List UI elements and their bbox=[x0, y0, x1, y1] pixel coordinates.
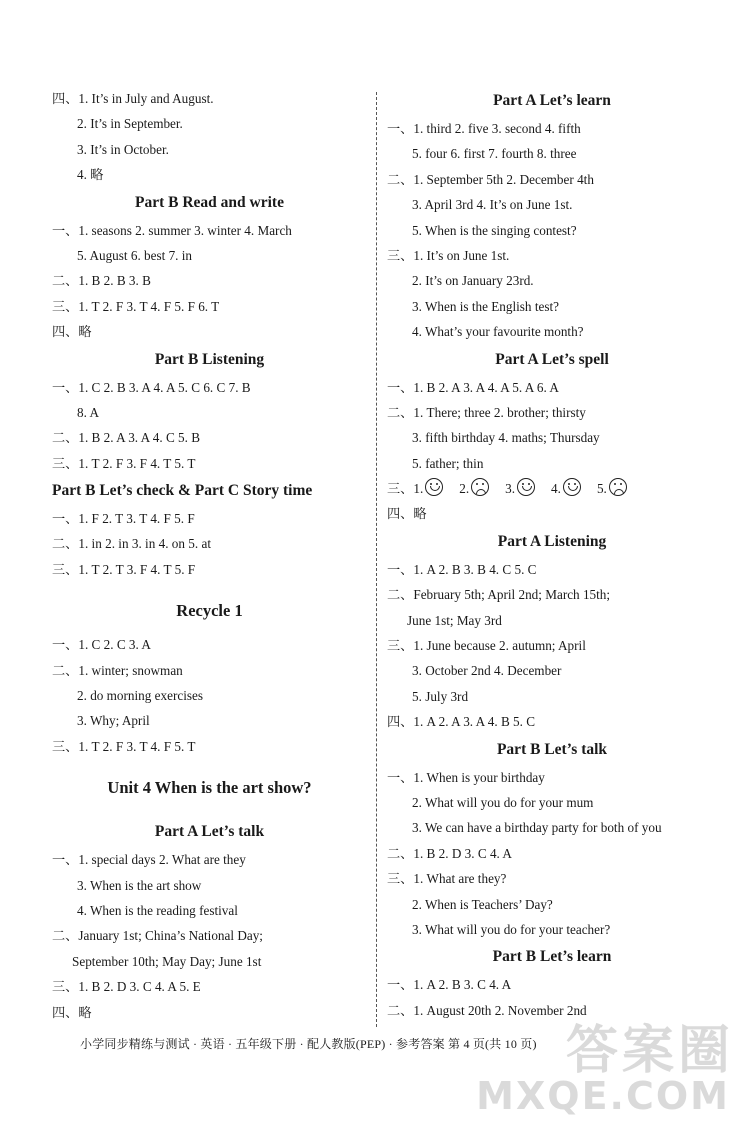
sad-face-icon bbox=[609, 478, 627, 496]
answer-line: 三、1. What are they? bbox=[387, 871, 507, 887]
answer-line: 3. October 2nd 4. December bbox=[412, 663, 562, 679]
answer-line: 一、1. When is your birthday bbox=[387, 769, 545, 785]
answer-line: 二、February 5th; April 2nd; March 15th; bbox=[387, 587, 611, 603]
section-heading: Part B Let’s check & Part C Story time bbox=[52, 482, 313, 500]
left-column bbox=[52, 86, 367, 1025]
section-heading: Unit 4 When is the art show? bbox=[107, 778, 312, 798]
page-footer: 小学同步精练与测试 · 英语 · 五年级下册 · 配人教版(PEP) · 参考答案 第 4 页(共 10 页) bbox=[80, 1037, 537, 1051]
answer-line: 4. 略 bbox=[77, 167, 104, 183]
answer-line: 三、1. T 2. T 3. F 4. T 5. F bbox=[52, 561, 196, 577]
answer-line: 5. July 3rd bbox=[412, 688, 469, 704]
answer-line: 5. When is the singing contest? bbox=[412, 222, 577, 238]
answer-line: 2. When is Teachers’ Day? bbox=[412, 896, 553, 912]
answer-line: 三、1. T 2. F 3. T 4. F 5. T bbox=[52, 738, 196, 754]
answer-line: 3. When is the English test? bbox=[412, 298, 559, 314]
answer-line: 四、略 bbox=[52, 324, 92, 340]
answer-line: 3. April 3rd 4. It’s on June 1st. bbox=[412, 197, 573, 213]
spacer bbox=[52, 803, 367, 817]
answer-line: 2. What will you do for your mum bbox=[412, 794, 594, 810]
face-number: 4. bbox=[551, 481, 561, 497]
sad-face-icon bbox=[471, 478, 489, 496]
answer-line: 四、1. A 2. A 3. A 4. B 5. C bbox=[387, 714, 536, 730]
answer-line: 一、1. C 2. C 3. A bbox=[52, 637, 151, 653]
answer-line: 5. August 6. best 7. in bbox=[77, 247, 193, 263]
answer-line: 8. A bbox=[77, 404, 99, 420]
section-heading: Part A Let’s talk bbox=[154, 823, 265, 841]
happy-face-icon bbox=[563, 478, 581, 496]
answer-line: 二、1. B 2. B 3. B bbox=[52, 273, 151, 289]
section-heading: Recycle 1 bbox=[176, 601, 243, 621]
column-divider bbox=[376, 92, 377, 1027]
happy-face-icon bbox=[425, 478, 443, 496]
answer-line: 二、January 1st; China’s National Day; bbox=[52, 928, 263, 944]
answer-line: 四、1. It’s in July and August. bbox=[52, 91, 214, 106]
watermark-logo bbox=[476, 1008, 744, 1118]
answer-line: 5. four 6. first 7. fourth 8. three bbox=[412, 146, 577, 162]
answer-line: 2. do morning exercises bbox=[77, 688, 203, 704]
face-number: 5. bbox=[596, 481, 607, 497]
section-heading: Part A Let’s spell bbox=[495, 350, 609, 368]
watermark-cn: 答案圈 bbox=[565, 1021, 734, 1081]
answer-line: 一、1. third 2. five 3. second 4. fifth bbox=[387, 121, 581, 136]
section-heading: Part A Let’s learn bbox=[493, 92, 611, 109]
answer-line: 二、1. winter; snowman bbox=[52, 662, 183, 678]
spacer bbox=[52, 759, 367, 773]
answer-line: 3. It’s in October. bbox=[77, 141, 169, 157]
answer-line: 二、1. B 2. D 3. C 4. A bbox=[387, 845, 512, 861]
answer-line: 二、1. August 20th 2. November 2nd bbox=[387, 1002, 587, 1018]
answer-line: 三、1. T 2. F 3. F 4. T 5. T bbox=[52, 455, 196, 471]
face-number: 1. bbox=[413, 481, 424, 497]
face-number: 3. bbox=[505, 481, 516, 497]
spacer bbox=[52, 582, 367, 596]
answer-line: 3. What will you do for your teacher? bbox=[412, 921, 611, 937]
answer-line: September 10th; May Day; June 1st bbox=[72, 953, 262, 969]
answer-line: 一、1. special days 2. What are they bbox=[52, 852, 246, 868]
answer-line: 3. We can have a birthday party for both of you bbox=[412, 820, 662, 836]
answer-line: 3. Why; April bbox=[77, 713, 150, 729]
answer-line: 二、1. in 2. in 3. in 4. on 5. at bbox=[52, 536, 211, 552]
answer-line: 四、略 bbox=[52, 1004, 92, 1020]
answer-line: 二、1. B 2. A 3. A 4. C 5. B bbox=[52, 430, 201, 446]
answer-line: 一、1. B 2. A 3. A 4. A 5. A 6. A bbox=[387, 379, 559, 395]
answer-line: 3. fifth birthday 4. maths; Thursday bbox=[412, 430, 600, 446]
right-column bbox=[387, 86, 717, 1023]
answer-line: 一、1. A 2. B 3. C 4. A bbox=[387, 977, 512, 993]
face-number: 2. bbox=[459, 481, 470, 497]
answer-line: 4. What’s your favourite month? bbox=[412, 324, 584, 340]
faces-prefix: 三、 bbox=[387, 481, 414, 497]
answer-line: June 1st; May 3rd bbox=[407, 612, 502, 628]
answer-line: 5. father; thin bbox=[412, 455, 484, 471]
happy-face-icon bbox=[517, 478, 535, 496]
section-heading: Part B Listening bbox=[154, 350, 265, 368]
answer-line-faces bbox=[387, 476, 717, 501]
answer-line: 三、1. T 2. F 3. T 4. F 5. F 6. T bbox=[52, 298, 220, 314]
answer-line: 一、1. A 2. B 3. B 4. C 5. C bbox=[387, 561, 537, 577]
section-heading: Part B Read and write bbox=[135, 193, 284, 211]
answer-line: 2. It’s on January 23rd. bbox=[412, 273, 534, 289]
section-heading: Part B Let’s talk bbox=[496, 740, 608, 758]
answer-line: 4. When is the reading festival bbox=[77, 902, 238, 918]
answer-line: 二、1. There; three 2. brother; thirsty bbox=[387, 404, 586, 420]
section-heading: Part B Let’s learn bbox=[492, 948, 612, 966]
answer-line: 三、1. It’s on June 1st. bbox=[387, 247, 510, 263]
answer-line: 一、1. C 2. B 3. A 4. A 5. C 6. C 7. B bbox=[52, 379, 251, 395]
answer-line: 四、略 bbox=[387, 506, 427, 522]
section-heading: Part A Listening bbox=[497, 532, 607, 550]
answer-line: 三、1. B 2. D 3. C 4. A 5. E bbox=[52, 979, 201, 995]
answer-line: 一、1. seasons 2. summer 3. winter 4. March bbox=[52, 222, 292, 238]
answer-line: 3. When is the art show bbox=[77, 877, 202, 893]
answer-line: 二、1. September 5th 2. December 4th bbox=[387, 171, 594, 187]
answer-line: 一、1. F 2. T 3. T 4. F 5. F bbox=[52, 511, 195, 527]
answer-line: 三、1. June because 2. autumn; April bbox=[387, 638, 586, 654]
watermark-en: MXQE.COM bbox=[476, 1074, 730, 1118]
answer-line: 2. It’s in September. bbox=[77, 116, 183, 132]
